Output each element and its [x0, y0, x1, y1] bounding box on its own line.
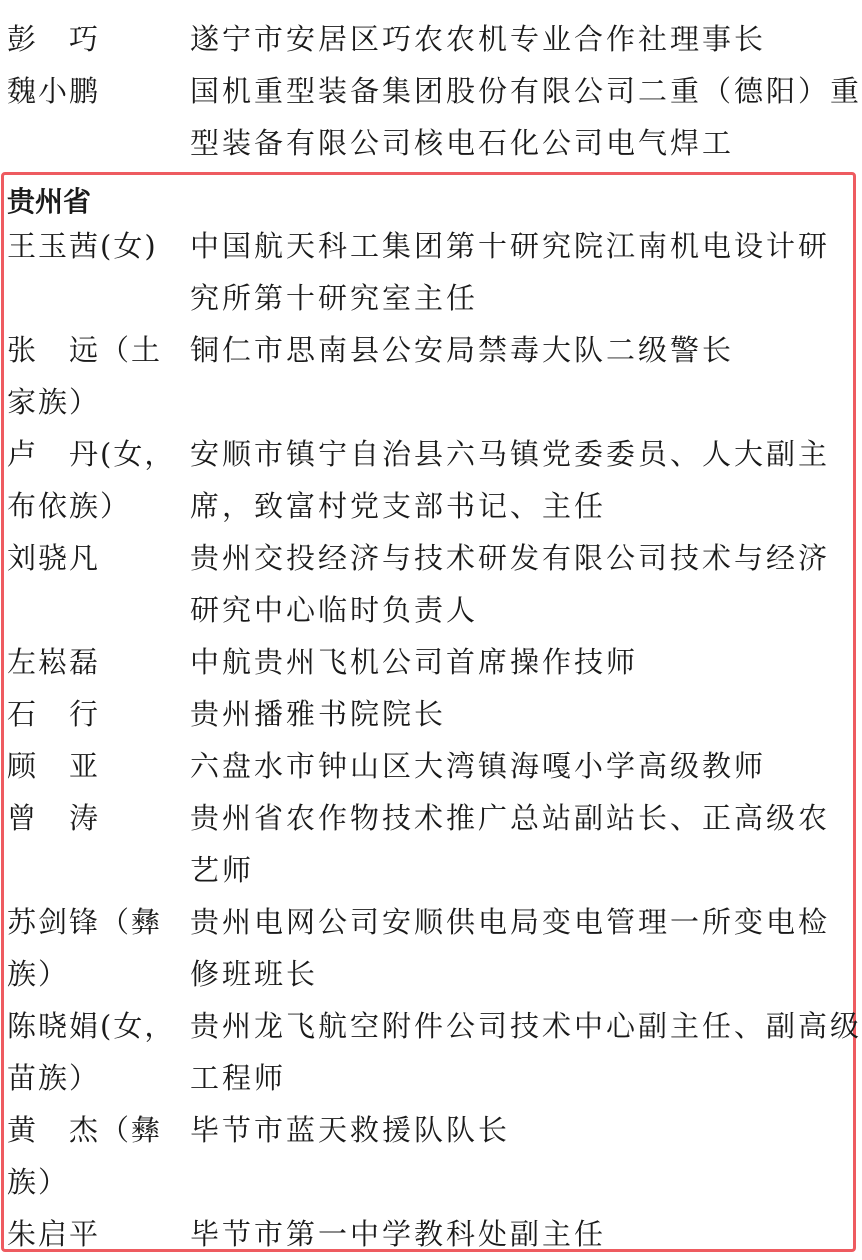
- person-name-line: 陈晓娟(女，: [7, 1009, 176, 1043]
- person-name-line: 彭 巧: [7, 22, 101, 56]
- person-name-line: 族）: [7, 957, 70, 991]
- person-title-line: 安顺市镇宁自治县六马镇党委委员、人大副主: [190, 437, 831, 471]
- person-title-line: 贵州交投经济与技术研发有限公司技术与经济: [190, 541, 831, 575]
- person-title: [190, 896, 858, 1000]
- person-name-line: 布依族）: [7, 489, 132, 523]
- person-title-line: 国机重型装备集团股份有限公司二重（德阳）重: [190, 74, 862, 108]
- person-name: [7, 324, 177, 428]
- person-name: [7, 792, 177, 844]
- person-name-line: 刘骁凡: [7, 541, 101, 575]
- person-name-line: 曾 涛: [7, 801, 101, 835]
- person-title-line: 贵州电网公司安顺供电局变电管理一所变电检: [190, 905, 831, 939]
- person-name: [7, 65, 177, 117]
- person-title-line: 六盘水市钟山区大湾镇海嘎小学高级教师: [190, 749, 767, 783]
- person-title: [190, 324, 858, 376]
- person-name-line: 卢 丹(女，: [7, 437, 176, 471]
- person-title: [190, 740, 858, 792]
- person-title-line: 席，致富村党支部书记、主任: [190, 489, 607, 523]
- person-title-line: 中国航天科工集团第十研究院江南机电设计研: [190, 229, 831, 263]
- person-name: [7, 532, 177, 584]
- person-title: [190, 636, 858, 688]
- person-name: [7, 1104, 177, 1208]
- person-name-line: 左崧磊: [7, 645, 101, 679]
- person-title: [190, 1000, 862, 1104]
- person-title: [190, 428, 858, 532]
- person-name-line: 家族）: [7, 385, 101, 419]
- person-name: [7, 1000, 177, 1104]
- person-title: [190, 65, 862, 169]
- person-title-line: 中航贵州飞机公司首席操作技师: [190, 645, 639, 679]
- person-title-line: 研究中心临时负责人: [190, 593, 479, 627]
- person-name: [7, 1208, 177, 1260]
- person-title: [190, 13, 858, 65]
- person-name: [7, 428, 177, 532]
- person-name-line: 王玉茜(女): [7, 229, 158, 263]
- person-name-line: 苏剑锋（彝: [7, 905, 163, 939]
- person-title-line: 贵州播雅书院院长: [190, 697, 447, 731]
- person-title-line: 贵州龙飞航空附件公司技术中心副主任、副高级: [190, 1009, 862, 1043]
- person-name-line: 朱启平: [7, 1217, 101, 1251]
- person-title-line: 贵州省农作物技术推广总站副站长、正高级农: [190, 801, 831, 835]
- person-title: [190, 688, 858, 740]
- person-title-line: 毕节市蓝天救援队队长: [190, 1113, 511, 1147]
- person-title-line: 遂宁市安居区巧农农机专业合作社理事长: [190, 22, 767, 56]
- person-title: [190, 792, 858, 896]
- person-name-line: 石 行: [7, 697, 101, 731]
- person-title-line: 究所第十研究室主任: [190, 281, 479, 315]
- province-heading: 贵州省: [7, 185, 92, 218]
- person-title: [190, 532, 858, 636]
- person-name-line: 族）: [7, 1165, 70, 1199]
- person-title-line: 工程师: [190, 1061, 287, 1095]
- person-name-line: 苗族）: [7, 1061, 101, 1095]
- person-title-line: 型装备有限公司核电石化公司电气焊工: [190, 126, 735, 160]
- person-name: [7, 13, 177, 65]
- person-title: [190, 1208, 858, 1260]
- person-name-line: 黄 杰（彝: [7, 1113, 163, 1147]
- person-title-line: 毕节市第一中学教科处副主任: [190, 1217, 607, 1251]
- person-title-line: 艺师: [190, 853, 255, 887]
- person-title-line: 铜仁市思南县公安局禁毒大队二级警长: [190, 333, 735, 367]
- person-title: [190, 1104, 858, 1156]
- person-name-line: 张 远（土: [7, 333, 163, 367]
- person-title: [190, 220, 858, 324]
- person-name: [7, 740, 177, 792]
- person-name-line: 魏小鹏: [7, 74, 101, 108]
- person-title-line: 修班班长: [190, 957, 319, 991]
- person-name: [7, 896, 177, 1000]
- person-name: [7, 220, 177, 272]
- person-name-line: 顾 亚: [7, 749, 101, 783]
- person-name: [7, 688, 177, 740]
- person-name: [7, 636, 177, 688]
